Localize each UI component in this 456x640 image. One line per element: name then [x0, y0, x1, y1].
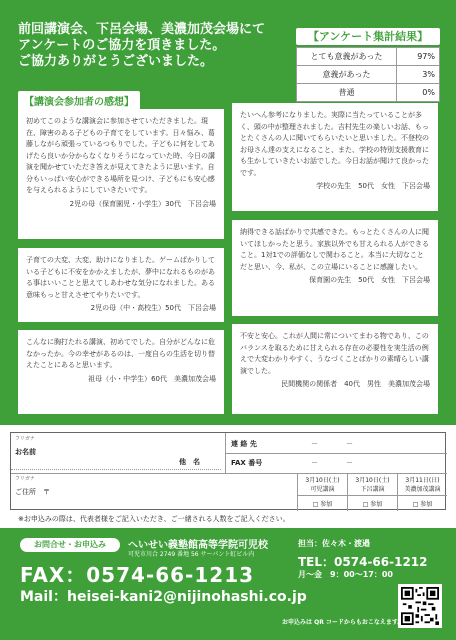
testimonial-text: こんなに胸打たれる講演、初めてでした。自分がどんなに危なかったか。今の幸せがあるのは、一度自らの生活を切り替えたことにあると思います。	[26, 338, 215, 369]
school-address: 可児市川合 2749 番地 56 サーパント虹ビル内	[128, 551, 255, 558]
table-row: 普通 0%	[297, 84, 440, 102]
contact-label: 連 絡 先	[231, 440, 257, 448]
testimonial-card	[18, 248, 224, 322]
others-label: 他 名	[179, 458, 200, 466]
checkbox-kani[interactable]: □ 参加	[298, 495, 347, 508]
form-note: ※お申込みの際は、代表者様をご記入いただき、ご一緒される人数をご記入ください。	[18, 515, 290, 523]
office-hours: 月～金 9：00～17：00	[298, 570, 393, 579]
testimonial-signature: 祖母（小・中学生）60代 美濃加茂会場	[88, 374, 216, 383]
testimonial-signature: 学校の先生 50代 女性 下呂会場	[316, 182, 430, 190]
testimonial-card	[232, 324, 438, 414]
page-title: 前回講演会、下呂会場、美濃加茂会場にて アンケートのご協力を頂きました。 ご協力ありがとうございました。	[18, 22, 266, 69]
fax-field[interactable]	[271, 455, 447, 471]
testimonial-text: たいへん参考になりました。実際に当たっていることが多く、頭の中が整理されました。吉村先生の楽しいお話、もっとたくさんの人に聞いてもらいたいと思いました。不登校のお母さん達の支えになること、また、学校の特別支援教育にも生かしていきたいお話でした。今日お話が聞けて良かったです。	[240, 111, 429, 177]
testimonial-text: 不安と安心。これが人間に常についてまわる物であり、このバランスを取るために甘えられる存在の必要性を実生活の例えで大変わかりやすく、うなづくことばかりの素晴らしい講演でした。	[240, 332, 429, 375]
staff-names: 担当：佐々木・渡邉	[298, 539, 370, 548]
address-field[interactable]	[11, 475, 295, 509]
name-field[interactable]	[11, 439, 221, 469]
email-link[interactable]: Mail：heisei-kani2@nijinohashi.co.jp	[20, 589, 307, 605]
testimonial-card	[232, 103, 438, 211]
contact-field[interactable]	[271, 435, 447, 451]
table-row: とても意義があった 97%	[297, 48, 440, 66]
fax-label: FAX 番号	[231, 459, 263, 467]
testimonial-card	[232, 220, 438, 316]
testimonial-signature: 2児の母（保育園児・小学生）30代 下呂会場	[69, 199, 216, 208]
survey-title: 【アンケート集計結果】	[296, 28, 440, 45]
tel-number: TEL：0574-66-1212	[298, 555, 428, 569]
testimonial-text: 初めてこのような講演会に参加させていただきました。現在、障害のある子どもの子育てをしています。日々悩み、葛藤しながら頑張っているつもりでした。子どもに何をしてあげたら良いか分からなくなりそうになっていた時、今日の講演を聞かせていただき答えが見えてきたように思います。自分もいっぱい安心ができる場所を見つけ、子どもにも安心感を与えられるようにしていきたいです。	[26, 117, 215, 194]
date-columns: 3月10日(土) 可児講演 □ 参加 3月10日(土) 下呂講演 □ 参加 3月11日(日) 美濃加茂講演 □ 参加	[297, 473, 447, 511]
qr-code[interactable]	[398, 584, 442, 628]
testimonial-text: 納得できる話ばかりで共感できた。もっとたくさんの人に聞いてほしかったと思う。家族以外でも甘えられる人ができること。1対1での評価なしで関わること。本当に大切なことだと思い、今、私が、この立場にいることに感謝したい。	[240, 228, 429, 271]
address-label: ご住所 〒	[15, 488, 50, 496]
qr-code-icon	[401, 587, 439, 625]
testimonial-signature: 保育園の先生 50代 女性 下呂会場	[309, 276, 430, 284]
checkbox-minokamo[interactable]: □ 参加	[398, 495, 447, 508]
checkbox-gero[interactable]: □ 参加	[348, 495, 397, 508]
table-row: 意義があった 3%	[297, 66, 440, 84]
application-form: フリガナ お名前 他 名 連 絡 先 － － FAX 番号 － － フリガナ ご住所 〒 3月10日(土) 可児講演 □ 参加 3月10日(土) 下呂講演 □ 参加 3月11日(日) 美濃加茂講演 □ 参加	[10, 432, 446, 510]
survey-table	[296, 47, 440, 102]
survey-results	[296, 28, 440, 102]
testimonial-card	[18, 109, 224, 239]
testimonial-card	[18, 330, 224, 414]
testimonial-text: 子育ての大変、大変、助けになりました。ゲームばかりしている子どもに不安をかかえましたが、夢中になれるものがある事はいいことと思えてしあわせな気分になれました。ある意味もっと甘えさせてやりたいです。	[26, 256, 215, 299]
testimonial-signature: 民間機関の関係者 40代 男性 美濃加茂会場	[281, 380, 430, 388]
fax-number: FAX：0574-66-1213	[20, 563, 255, 587]
qr-note: お申込みは QR コードからもおこなえます。	[282, 619, 404, 626]
name-label: お名前	[15, 448, 36, 456]
footer	[0, 528, 456, 640]
inquiry-pill: お問合せ・お申込み	[20, 538, 120, 552]
section-label: 【講演会参加者の感想】	[18, 91, 140, 110]
school-name: へいせい義塾館高等学院可児校	[128, 540, 268, 551]
testimonial-signature: 2児の母（中・高校生）50代 下呂会場	[90, 304, 216, 312]
